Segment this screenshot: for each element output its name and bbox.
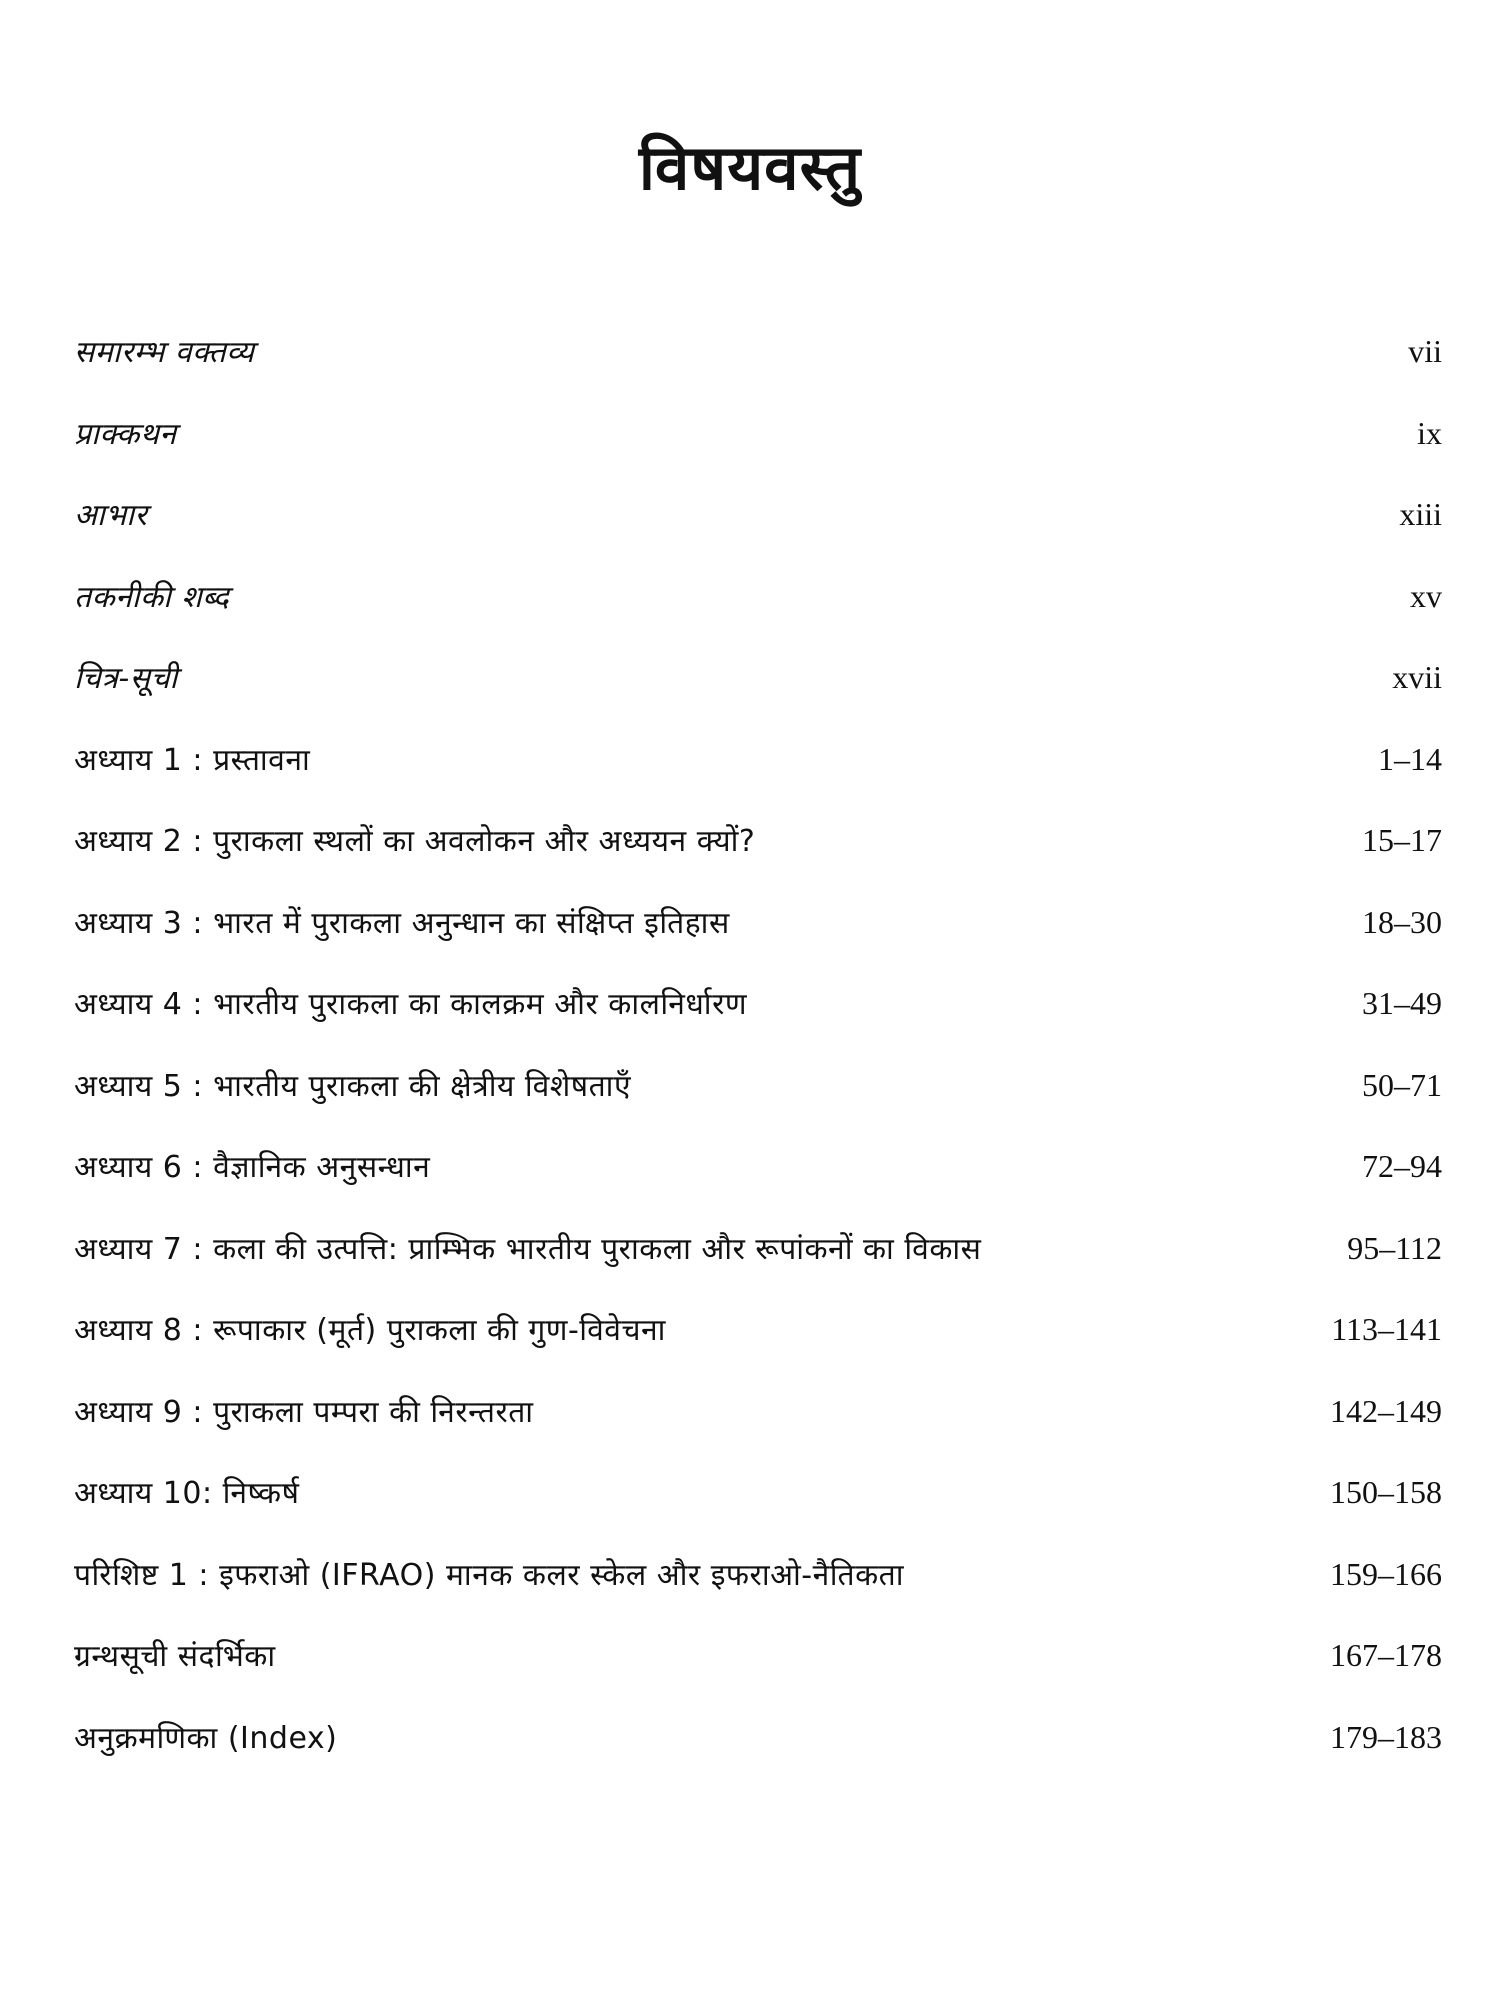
toc-entry-title: अध्याय 8 : रूपाकार (मूर्त) पुराकला की गुण-विवेचना xyxy=(74,1313,666,1348)
toc-entry-title: अध्याय 9 : पुराकला पम्परा की निरन्तरता xyxy=(74,1394,534,1430)
toc-entry-title: अध्याय 3 : भारत में पुराकला अनुन्धान का संक्षिप्त इतिहास xyxy=(74,905,730,941)
toc-entry-title: अध्याय 2 : पुराकला स्थलों का अवलोकन और अध्ययन क्यों? xyxy=(74,824,756,859)
toc-entry-title: अध्याय 5 : भारतीय पुराकला की क्षेत्रीय विशेषताएँ xyxy=(74,1068,632,1104)
toc-entry-pages: 72–94 xyxy=(1362,1148,1442,1184)
toc-entry-pages: xvii xyxy=(1392,659,1442,695)
toc-entry xyxy=(74,1145,1442,1227)
toc-entry xyxy=(74,982,1442,1064)
toc-entry-pages: xiii xyxy=(1399,496,1442,532)
toc-entry xyxy=(74,819,1442,901)
toc-entry xyxy=(74,330,1442,412)
toc-entry-pages: 95–112 xyxy=(1347,1229,1442,1266)
toc-entry-title: चित्र-सूची xyxy=(74,661,178,696)
toc-entry-title: प्राक्कथन xyxy=(74,416,177,452)
toc-entry-title: परिशिष्ट 1 : इफराओ (IFRAO) मानक कलर स्केल और इफराओ-नैतिकता xyxy=(74,1557,905,1593)
toc-entry-title: अध्याय 1 : प्रस्तावना xyxy=(74,742,311,778)
toc-entry-pages: 113–141 xyxy=(1331,1311,1442,1347)
toc-entry-pages: 159–166 xyxy=(1330,1555,1442,1592)
toc-entry-pages: 167–178 xyxy=(1330,1637,1442,1673)
toc-entry-title: अध्याय 10: निष्कर्ष xyxy=(74,1476,300,1511)
page-title: विषयवस्तु xyxy=(638,131,862,204)
toc-entry-title: समारम्भ वक्तव्य xyxy=(74,335,255,370)
toc-entry-pages: vii xyxy=(1408,333,1442,369)
toc-entry-title: ग्रन्थसूची संदर्भिका xyxy=(74,1639,276,1674)
toc-entry-pages: 150–158 xyxy=(1330,1474,1442,1510)
toc-entry-title: तकनीकी शब्द xyxy=(74,579,230,615)
toc-entry-pages: xv xyxy=(1410,577,1442,614)
toc-entry xyxy=(74,575,1442,657)
toc-entry xyxy=(74,1553,1442,1635)
toc-entry-pages: 50–71 xyxy=(1362,1066,1442,1103)
toc-entry xyxy=(74,1064,1442,1146)
toc-entry-pages: 15–17 xyxy=(1362,822,1442,858)
toc-entry xyxy=(74,1471,1442,1553)
toc-entry-title: अध्याय 7 : कला की उत्पत्ति: प्राम्भिक भारतीय पुराकला और रूपांकनों का विकास xyxy=(74,1231,982,1267)
toc-entry-title: अनुक्रमणिका (Index) xyxy=(74,1720,338,1756)
toc-entry xyxy=(74,1390,1442,1472)
toc-entry xyxy=(74,1308,1442,1390)
toc-entry-pages: 18–30 xyxy=(1362,903,1442,940)
toc-entry-title: आभार xyxy=(74,498,148,533)
toc-entry-pages: 1–14 xyxy=(1378,740,1442,777)
toc-entry xyxy=(74,412,1442,494)
toc-entry xyxy=(74,738,1442,820)
toc-entry xyxy=(74,493,1442,575)
toc-entry-pages: 179–183 xyxy=(1330,1718,1442,1755)
toc-entry xyxy=(74,1716,1442,1798)
toc-entry-pages: 142–149 xyxy=(1330,1392,1442,1429)
toc-entry xyxy=(74,656,1442,738)
toc-entry xyxy=(74,1227,1442,1309)
toc-entry xyxy=(74,1634,1442,1716)
toc-entry xyxy=(74,901,1442,983)
toc-entry-pages: 31–49 xyxy=(1362,985,1442,1021)
toc-entry-title: अध्याय 4 : भारतीय पुराकला का कालक्रम और कालनिर्धारण xyxy=(74,987,748,1022)
toc-entry-title: अध्याय 6 : वैज्ञानिक अनुसन्धान xyxy=(74,1150,431,1185)
table-of-contents xyxy=(74,330,1442,1797)
toc-entry-pages: ix xyxy=(1417,414,1442,451)
